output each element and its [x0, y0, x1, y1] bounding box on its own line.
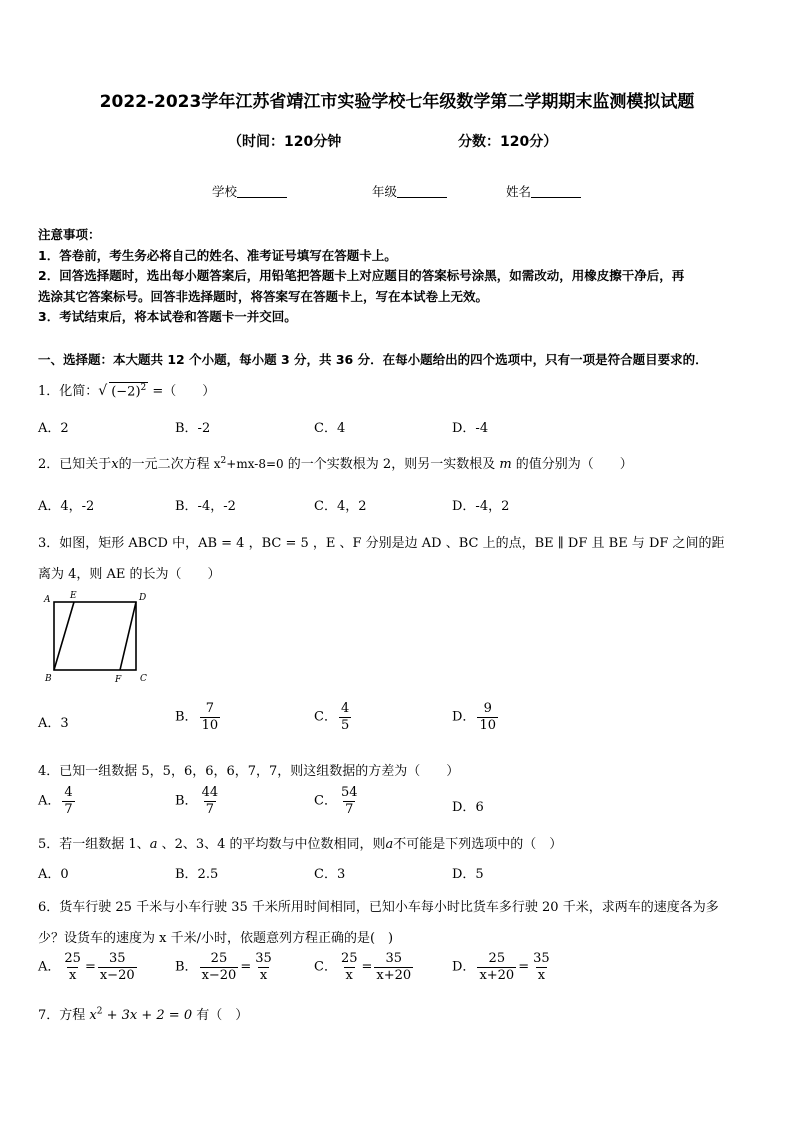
q4-option-b: B． $\frac{44}{7}$	[175, 785, 219, 817]
q3-option-a: A．3	[38, 716, 69, 731]
segment-be	[54, 602, 74, 670]
question-4: 4．已知一组数据 5，5，6，6，6，7，7，则这组数据的方差为（ ）	[38, 764, 460, 779]
exam-time: （时间：120分钟	[228, 134, 342, 150]
q5-option-a: A．0	[38, 867, 69, 882]
rectangle-abcd	[54, 602, 136, 670]
question-1: 1．化简：√ $(-2)^2$ =（ ）	[38, 382, 216, 399]
notes-item-2-cont: 选涂其它答案标号。回答非选择题时，将答案写在答题卡上，写在本试卷上无效。	[38, 289, 489, 304]
exam-score: 分数：120分）	[458, 134, 558, 150]
q6-option-c: C． $\frac{25}{x}$ = $\frac{35}{x+20}$	[314, 951, 412, 983]
q6-option-d: D． $\frac{25}{x+20}$ = $\frac{35}{x}$	[452, 951, 550, 983]
name-field	[506, 182, 581, 200]
question-5: 5．若一组数据 1、a 、2、3、4 的平均数与中位数相同，则a不可能是下列选项中的（ ）	[38, 837, 563, 852]
question-6-line-1: 6．货车行驶 25 千米与小车行驶 35 千米所用时间相同，已知小车每小时比货车多行驶 20 千米，求两车的速度各为多	[38, 900, 719, 915]
q6-option-b: B． $\frac{25}{x-20}$ = $\frac{35}{x}$	[175, 951, 272, 983]
exam-title: 2022-2023学年江苏省靖江市实验学校七年级数学第二学期期末监测模拟试题	[99, 92, 695, 112]
grade-field	[372, 182, 447, 200]
name-label: 姓名	[506, 184, 532, 199]
q1-option-c: C．4	[314, 421, 346, 436]
label-c: C	[140, 674, 147, 684]
name-blank	[531, 185, 581, 198]
q2-option-d: D．-4，2	[452, 499, 510, 514]
q3-option-b: B． $\frac{7}{10}$	[175, 701, 219, 733]
q5-option-c: C．3	[314, 867, 346, 882]
q2-option-a: A．4，-2	[38, 499, 95, 514]
q3-option-c: C． $\frac{4}{5}$	[314, 701, 350, 733]
school-field	[212, 182, 287, 200]
question-3-line-2: 离为 4，则 AE 的长为（ ）	[38, 567, 221, 582]
q1-prefix: 1．化简：	[38, 384, 99, 399]
segment-df	[120, 602, 136, 670]
question-6-line-2: 少？设货车的速度为 x 千米/小时，依题意列方程正确的是( )	[38, 931, 394, 946]
q4-option-c: C． $\frac{54}{7}$	[314, 785, 358, 817]
label-a: A	[44, 595, 51, 605]
question-3-line-1: 3．如图，矩形 ABCD 中，AB = 4 ，BC = 5 ，E 、F 分别是边 AD 、BC 上的点，BE ∥ DF 且 BE 与 DF 之间的距	[38, 536, 725, 551]
notes-item-1: 1．答卷前，考生务必将自己的姓名、准考证号填写在答题卡上。	[38, 248, 397, 263]
q1-suffix: =（ ）	[148, 384, 216, 399]
q3-option-d: D． $\frac{9}{10}$	[452, 701, 496, 733]
q2-option-b: B．-4，-2	[175, 499, 236, 514]
question-7: 7．方程 $x^2 + 3x + 2 = 0$ 有（ ）	[38, 1006, 249, 1023]
q6-option-a: A． $\frac{25}{x}$ = $\frac{35}{x-20}$	[38, 951, 135, 983]
rectangle-figure	[40, 590, 160, 685]
label-b: B	[45, 674, 52, 684]
q1-option-a: A．2	[38, 421, 69, 436]
question-2: 2．已知关于x的一元二次方程 $x^2+mx-8=0$ 的一个实数根为 2，则另一实数根及 m 的值分别为（ ）	[38, 456, 633, 472]
q5-option-b: B．2.5	[175, 867, 219, 882]
notes-item-2: 2．回答选择题时，选出每小题答案后，用铅笔把答题卡上对应题目的答案标号涂黑，如需改动，用橡皮擦干净后，再	[38, 268, 685, 283]
q4-option-a: A． $\frac{4}{7}$	[38, 785, 73, 817]
label-f: F	[115, 675, 122, 685]
q1-option-b: B．-2	[175, 421, 211, 436]
q1-option-d: D．-4	[452, 421, 489, 436]
school-label: 学校	[212, 184, 238, 199]
grade-label: 年级	[372, 184, 398, 199]
q2-option-c: C．4，2	[314, 499, 367, 514]
notes-item-3: 3．考试结束后，将本试卷和答题卡一并交回。	[38, 309, 297, 324]
q4-option-d: D．6	[452, 800, 484, 815]
label-d: D	[139, 593, 147, 603]
q5-option-d: D．5	[452, 867, 484, 882]
school-blank	[237, 185, 287, 198]
grade-blank	[397, 185, 447, 198]
notes-heading: 注意事项：	[38, 227, 101, 242]
q1-radicand: $(-2)^2$	[111, 382, 147, 399]
section-heading: 一、选择题：本大题共 12 个小题，每小题 3 分，共 36 分．在每小题给出的四个选项中，只有一项是符合题目要求的．	[38, 352, 708, 367]
label-e: E	[70, 591, 77, 601]
